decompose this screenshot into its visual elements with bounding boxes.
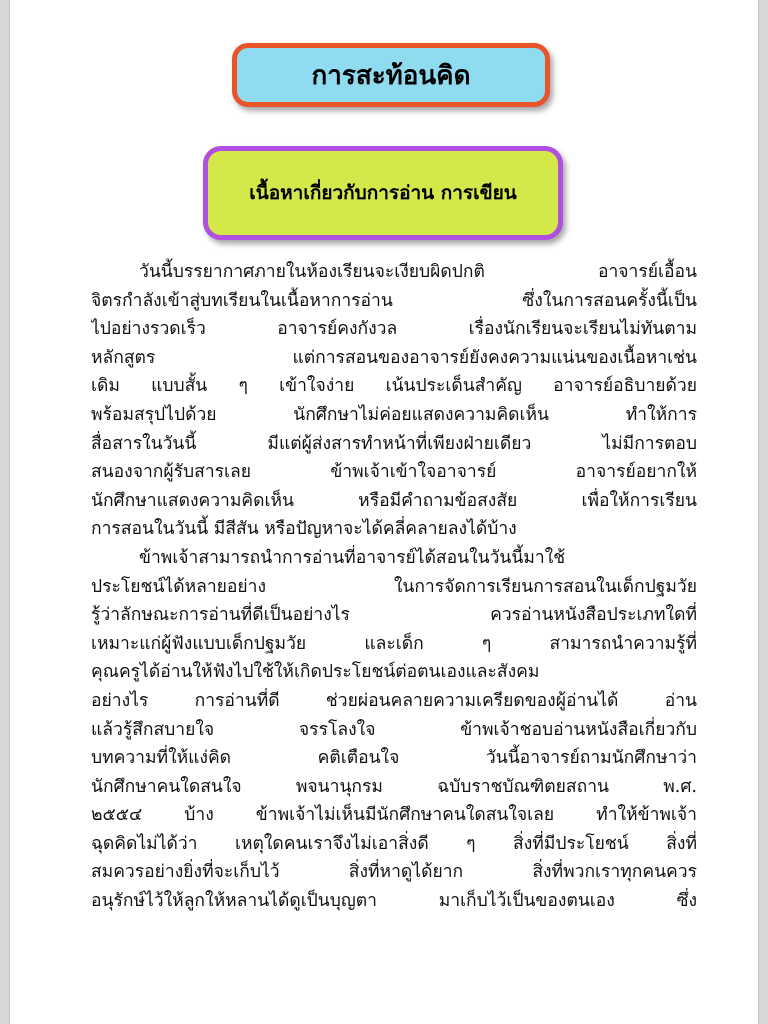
text-line: การสอนในวันนี้ มีสีสัน หรือปัญหาจะได้คลี่คลายลงได้บ้าง xyxy=(91,519,517,540)
text-line: วันนี้บรรยากาศภายในห้องเรียนจะเงียบผิดปกติ อาจารย์เอื้อน xyxy=(139,262,697,282)
document-page xyxy=(10,0,758,1024)
text-line: สมควรอย่างยิ่งที่จะเก็บไว้ สิ่งที่หาดูได้ยาก สิ่งที่พวกเราทุกคนควร xyxy=(91,862,697,883)
paragraph-1 xyxy=(91,258,697,544)
title-banner xyxy=(232,43,550,107)
text-line: ไปอย่างรวดเร็ว อาจารย์คงกังวล เรื่องนักเรียนจะเรียนไม่ทันตาม xyxy=(91,319,697,340)
paragraph-2 xyxy=(91,544,697,916)
text-line: หลักสูตร แต่การสอนของอาจารย์ยังคงความแน่นของเนื้อหาเช่น xyxy=(91,347,697,368)
text-line: สื่อสารในวันนี้ มีแต่ผู้ส่งสารทำหน้าที่เพียงฝ่ายเดียว ไม่มีการตอบ xyxy=(91,433,697,454)
text-line: แล้วรู้สึกสบายใจ จรรโลงใจ ข้าพเจ้าชอบอ่านหนังสือเกี่ยวกับ xyxy=(91,719,697,740)
text-line: อย่างไร การอ่านที่ดี ช่วยผ่อนคลายความเครียดของผู้อ่านได้ อ่าน xyxy=(91,690,697,711)
text-line: จิตรกำลังเข้าสู่บทเรียนในเนื้อหาการอ่าน ซึ่งในการสอนครั้งนี้เป็น xyxy=(91,290,697,311)
text-line: นักศึกษาคนใดสนใจ พจนานุกรม ฉบับราชบัณฑิตยสถาน พ.ศ. xyxy=(91,776,697,797)
text-line: เดิม แบบสั้น ๆ เข้าใจง่าย เน้นประเด็นสำคัญ อาจารย์อธิบายด้วย xyxy=(91,376,697,397)
text-line: คุณครูได้อ่านให้ฟังไปใช้ให้เกิดประโยชน์ต่อตนเองและสังคม xyxy=(91,662,540,683)
text-line: สนองจากผู้รับสารเลย ข้าพเจ้าเข้าใจอาจารย์ อาจารย์อยากให้ xyxy=(91,462,697,483)
text-line: ข้าพเจ้าสามารถนำการอ่านที่อาจารย์ได้สอนในวันนี้มาใช้ xyxy=(139,547,566,568)
body-text xyxy=(91,258,697,916)
text-line: พร้อมสรุปไปด้วย นักศึกษาไม่ค่อยแสดงความคิดเห็น ทำให้การ xyxy=(91,404,697,425)
text-line: นักศึกษาแสดงความคิดเห็น หรือมีคำถามข้อสงสัย เพื่อให้การเรียน xyxy=(91,490,697,511)
text-line: ฉุดคิดไม่ได้ว่า เหตุใดคนเราจึงไม่เอาสิ่งดี ๆ สิ่งที่มีประโยชน์ สิ่งที่ xyxy=(91,833,697,854)
text-line: รู้ว่าลักษณะการอ่านที่ดีเป็นอย่างไร ควรอ่านหนังสือประเภทใดที่ xyxy=(91,605,697,626)
text-line: ๒๕๕๔ บ้าง ข้าพเจ้าไม่เห็นมีนักศึกษาคนใดสนใจเลย ทำให้ข้าพเจ้า xyxy=(91,805,697,826)
text-line: ประโยชน์ได้หลายอย่าง ในการจัดการเรียนการสอนในเด็กปฐมวัย xyxy=(91,576,697,597)
text-line: เหมาะแก่ผู้ฟังแบบเด็กปฐมวัย และเด็ก ๆ สามารถนำความรู้ที่ xyxy=(91,633,697,654)
page-title: การสะท้อนคิด xyxy=(311,60,471,91)
text-line: บทความที่ให้แง่คิด คติเตือนใจ วันนี้อาจารย์ถามนักศึกษาว่า xyxy=(91,748,697,769)
subtitle-banner xyxy=(203,146,563,240)
text-line: อนุรักษ์ไว้ให้ลูกให้หลานได้ดูเป็นบุญตา มาเก็บไว้เป็นของตนเอง ซึ่ง xyxy=(91,891,697,912)
page-subtitle: เนื้อหาเกี่ยวกับการอ่าน การเขียน xyxy=(249,182,517,204)
